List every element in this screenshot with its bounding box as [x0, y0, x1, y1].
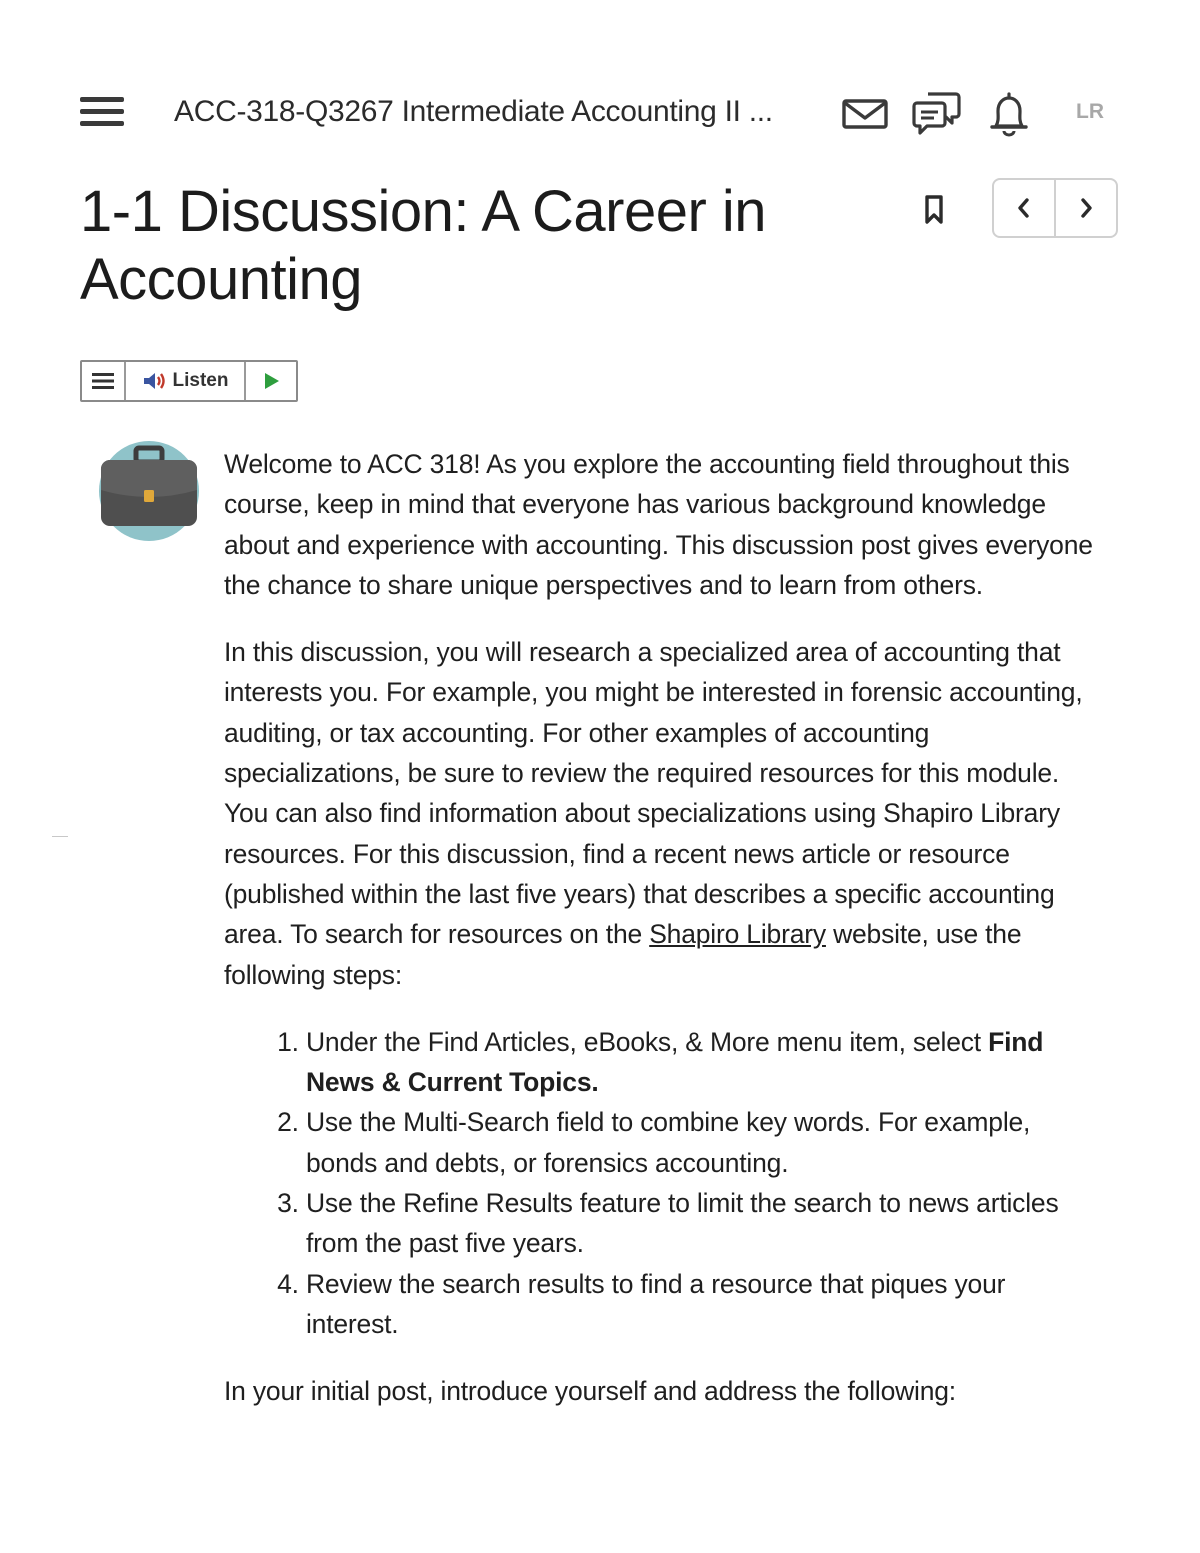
divider — [52, 836, 68, 837]
search-steps-list — [224, 1022, 1104, 1344]
chat-icon[interactable] — [912, 90, 962, 138]
list-icon — [91, 371, 115, 391]
next-topic-button[interactable] — [1054, 180, 1116, 236]
list-item — [306, 1022, 1104, 1103]
readspeaker-menu-button[interactable] — [82, 362, 126, 400]
research-text: In this discussion, you will research a specialized area of accounting that interests you. For example, you might be interested in forensic accounting, auditing, or tax accounting. For other examples of accounting specializations, be sure to review the required resources for this module. You can also find information about specializations using Shapiro Library resources. For this discussion, find a recent news article or resource (published within the last five years) that describes a specific accounting area. To search for resources on the — [224, 637, 1083, 950]
chevron-left-icon — [1014, 196, 1034, 220]
step-1-text: Under the Find Articles, eBooks, & More menu item, select — [306, 1026, 989, 1057]
list-item — [306, 1183, 1104, 1264]
chevron-right-icon — [1076, 196, 1096, 220]
page-title: 1-1 Discussion: A Career in Accounting — [80, 179, 767, 312]
mail-icon[interactable] — [840, 90, 890, 138]
menu-icon[interactable] — [80, 97, 126, 129]
step-4-text: Review the search results to find a resource that piques your interest. — [306, 1268, 1006, 1339]
speaker-icon — [142, 370, 168, 392]
closing-paragraph: In your initial post, introduce yourself and address the following: — [224, 1376, 956, 1407]
research-text-end: website, use the following steps: — [224, 919, 1022, 990]
listen-label: Listen — [172, 370, 229, 391]
briefcase-icon — [98, 440, 200, 542]
previous-topic-button[interactable] — [994, 180, 1054, 236]
read-aloud-toolbar — [80, 360, 298, 402]
step-1-emphasis: Find News & Current Topics. — [306, 1026, 1044, 1098]
step-2-text: Use the Multi-Search field to combine key words. For example, bonds and debts, or forensics accounting. — [306, 1107, 1031, 1178]
list-item — [306, 1264, 1104, 1345]
research-paragraph — [224, 632, 1104, 995]
step-3-text: Use the Refine Results feature to limit the search to news articles from the past five years. — [306, 1188, 1059, 1259]
shapiro-library-link[interactable]: Shapiro Library — [649, 919, 826, 950]
list-item — [306, 1102, 1104, 1183]
play-button[interactable] — [246, 362, 296, 400]
top-navigation-bar — [0, 80, 1200, 144]
listen-button[interactable] — [126, 362, 246, 400]
play-icon — [261, 371, 281, 391]
topic-navigation — [992, 178, 1118, 238]
discussion-description — [224, 444, 1104, 1439]
bell-icon[interactable] — [984, 90, 1034, 138]
course-title[interactable]: ACC-318-Q3267 Intermediate Accounting II ... — [174, 95, 773, 128]
user-initials-avatar[interactable]: LR — [1076, 100, 1104, 123]
intro-paragraph: Welcome to ACC 318! As you explore the accounting field throughout this course, keep in mind that everyone has various background knowledge about and experience with accounting. This discussion post gives everyone the chance to share unique perspectives and to learn from others. — [224, 449, 1093, 600]
bookmark-icon[interactable] — [922, 194, 946, 226]
